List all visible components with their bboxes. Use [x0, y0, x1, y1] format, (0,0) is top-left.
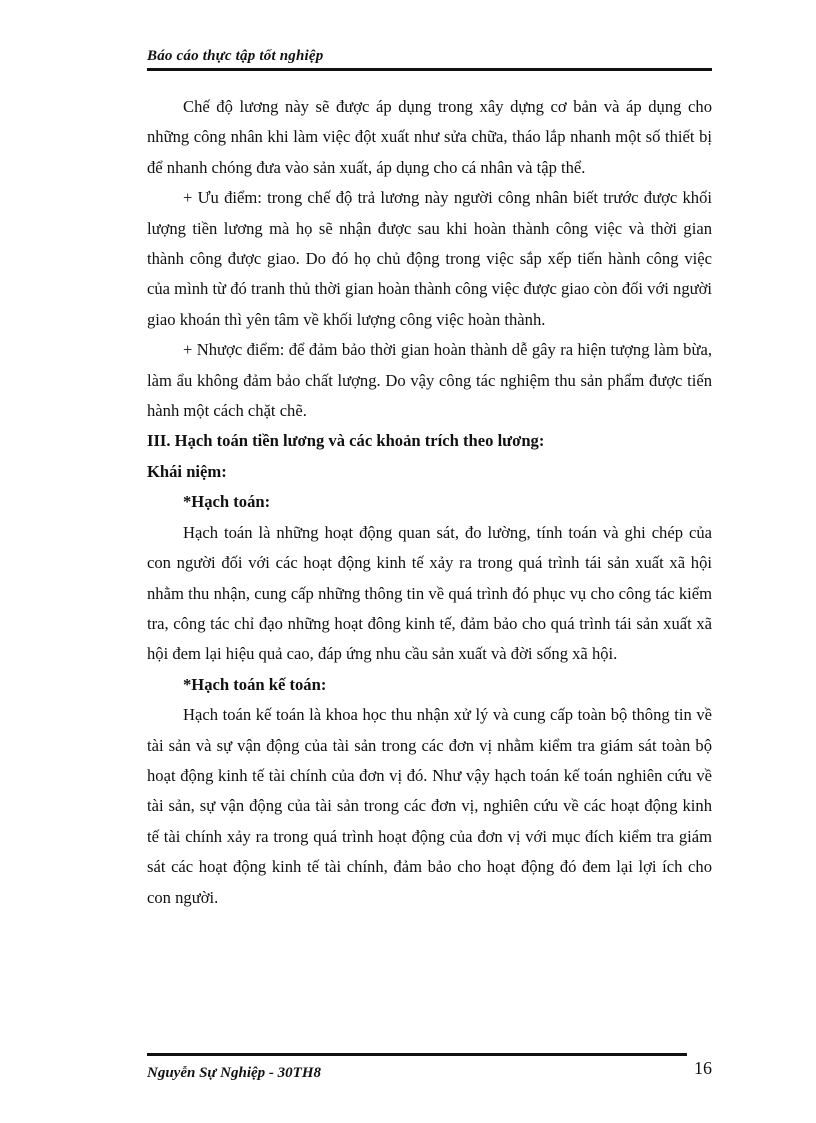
header-rule — [147, 68, 712, 71]
page-number: 16 — [694, 1058, 712, 1078]
paragraph-advantages: + Ưu điểm: trong chế độ trả lương này người công nhân biết trước được khối lượng tiền lương mà họ sẽ nhận được sau khi hoàn thành công việc và thời gian thành công được giao. Do đó họ chủ động trong việc sắp xếp tiến hành công việc của mình từ đó tranh thủ thời gian hoàn thành công việc được giao còn đối với người giao khoán thì yên tâm về khối lượng công việc hoàn thành. — [147, 188, 712, 329]
subheading-accounting-bookkeeping: *Hạch toán kế toán: — [183, 674, 327, 694]
concept-heading: Khái niệm: — [147, 461, 227, 481]
paragraph-accounting: Hạch toán là những hoạt động quan sát, đo lường, tính toán và ghi chép của con người đối với các hoạt động kinh tế xảy ra trong quá trình tái sản xuất xã hội nhằm thu nhận, cung cấp những thông tin về quá trình đó phục vụ cho công tác kiểm tra, công tác chỉ đạo những hoạt đông kinh tế, đảm bảo cho quá trình tái sản xuất xã hội đem lại hiệu quả cao, đáp ứng nhu cầu sản xuất và đời sống xã hội. — [147, 522, 712, 664]
subheading-accounting: *Hạch toán: — [183, 492, 271, 512]
footer-rule — [147, 1053, 687, 1056]
paragraph-1: Chế độ lương này sẽ được áp dụng trong xây dựng cơ bản và áp dụng cho những công nhân khi làm việc đột xuất như sửa chữa, tháo lắp nhanh một số thiết bị để nhanh chóng đưa vào sản xuất, áp dụng cho cá nhân và tập thể. — [147, 97, 712, 177]
footer-author: Nguyễn Sự Nghiệp - 30TH8 — [147, 1065, 321, 1081]
page-footer — [147, 1050, 712, 1090]
header-title: Báo cáo thực tập tốt nghiệp — [147, 48, 324, 64]
paragraph-accounting-bookkeeping: Hạch toán kế toán là khoa học thu nhận xử lý và cung cấp toàn bộ thông tin về tài sản và sự vận động của tài sản trong các đơn vị nhằm kiểm tra giám sát toàn bộ hoạt động kinh tế tài chính của đơn vị đó. Như vậy hạch toán kế toán nghiên cứu về tài sản, sự vận động của tài sản trong các đơn vị, nghiên cứu về các hoạt động kinh tế tài chính xảy ra trong quá trình hoạt động của đơn vị với mục đích kiểm tra giám sát các hoạt động kinh tế tài chính, đảm bảo cho hoạt động đó đem lại lợi ích cho con người. — [147, 705, 712, 907]
page-header — [147, 48, 712, 65]
page-body — [147, 92, 712, 913]
paragraph-disadvantages: + Nhược điểm: để đảm bảo thời gian hoàn thành dễ gây ra hiện tượng làm bừa, làm ẩu không đảm bảo chất lượng. Do vậy công tác nghiệm thu sản phẩm được tiến hành một cách chặt chẽ. — [147, 340, 712, 421]
section-heading: III. Hạch toán tiền lương và các khoản trích theo lương: — [147, 431, 545, 451]
